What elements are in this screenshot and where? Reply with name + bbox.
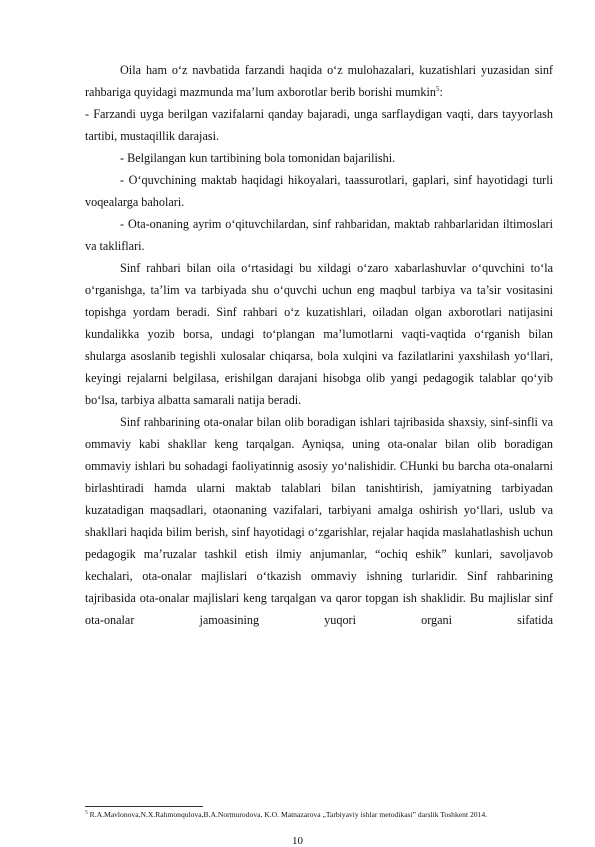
footnote-number: 5 <box>85 809 88 816</box>
footnote <box>85 810 555 820</box>
footnote-text: R.A.Mavlonova,N.X.Rahmonqulova,B.A.Normurodova, K.O. Matnazarova „Tarbiyaviy ishlar metodikasi” darslik Toshkent 2014. <box>87 810 488 819</box>
page-number: 10 <box>292 835 303 847</box>
list-item-school-stories: - O‘quvchining maktab haqidagi hikoyalari, taassurotlari, gaplari, sinf hayotidagi turli voqealarga baholari. <box>85 173 553 209</box>
footnote-reference: 5 <box>435 84 440 93</box>
paragraph-punctuation: : <box>439 85 443 99</box>
paragraph-family-information <box>85 59 553 103</box>
list-item-homework: - Farzandi uyga berilgan vazifalarni qanday bajaradi, unga sarflaydigan vaqti, dars tayyorlash tartibi, mustaqillik darajasi. <box>85 107 553 143</box>
paragraph-work-forms: Sinf rahbarining ota-onalar bilan olib boradigan ishlari tajribasida shaxsiy, sinf-sinfli va ommaviy kabi shakllar keng tarqalgan. Ayniqsa, uning ota-onalar bilan olib boradigan ommaviy ishlari bu sohadagi faoliyatinnig asosiy yo‘nalishidir. CHunki bu barcha ota-onalarni birlashtiradi hamda ularni maktab talablari bilan tanishtirish, jamiyatning tarbiyadan kuzatadigan maqsadlari, otaonaning vazifalari, tarbiyani amalga oshirish yo‘llari, uslub va shakllari haqida bilim berish, sinf hayotidagi o‘zgarishlar, rejalar haqida maslahatlashish uchun pedagogik ma’ruzalar tashkil etish ilmiy anjumanlar, “ochiq eshik” kunlari, savoljavob kechalari, ota-onalar majlislari o‘tkazish ommaviy ishning turlaridir. Sinf rahbarining tajribasida ota-onalar majlislari keng tarqalgan va qaror topgan ish shaklidir. Bu majlislar sinf ota-onalar jamoasining yuqori organi sifatida <box>85 415 553 627</box>
list-item-parent-requests: - Ota-onaning ayrim o‘qituvchilardan, sinf rahbaridan, maktab rahbarlaridan iltimoslari va takliflari. <box>85 217 553 253</box>
paragraph-text: Oila ham o‘z navbatida farzandi haqida o‘z mulohazalari, kuzatishlari yuzasidan sinf rahbariga quyidagi mazmunda ma’lum axborotlar berib borishi mumkin <box>85 63 553 99</box>
body-text <box>85 59 553 631</box>
footnote-separator <box>85 806 203 807</box>
paragraph-communication: Sinf rahbari bilan oila o‘rtasidagi bu xildagi o‘zaro xabarlashuvlar o‘quvchini to‘la o‘rganishga, ta’lim va tarbiyada shu o‘quvchi uchun eng maqbul tarbiya va ta’sir vositasini topishga yordam beradi. Sinf rahbari o‘z kuzatishlari, oiladan olgan axborotlari natijasini kundalikka yozib borsa, undagi to‘plangan ma’lumotlarni vaqti-vaqtida o‘rganish bilan shularga asoslanib tegishli xulosalar chiqarsa, bola xulqini va fazilatlarini yaxshilash yo‘llari, keyingi rejalarni belgilasa, erishilgan darajani hisobga olib yangi pedagogik talablar qo‘yib bo‘lsa, tarbiya albatta samarali natija beradi. <box>85 261 553 407</box>
list-item-daily-schedule: - Belgilangan kun tartibining bola tomonidan bajarilishi. <box>120 151 396 165</box>
